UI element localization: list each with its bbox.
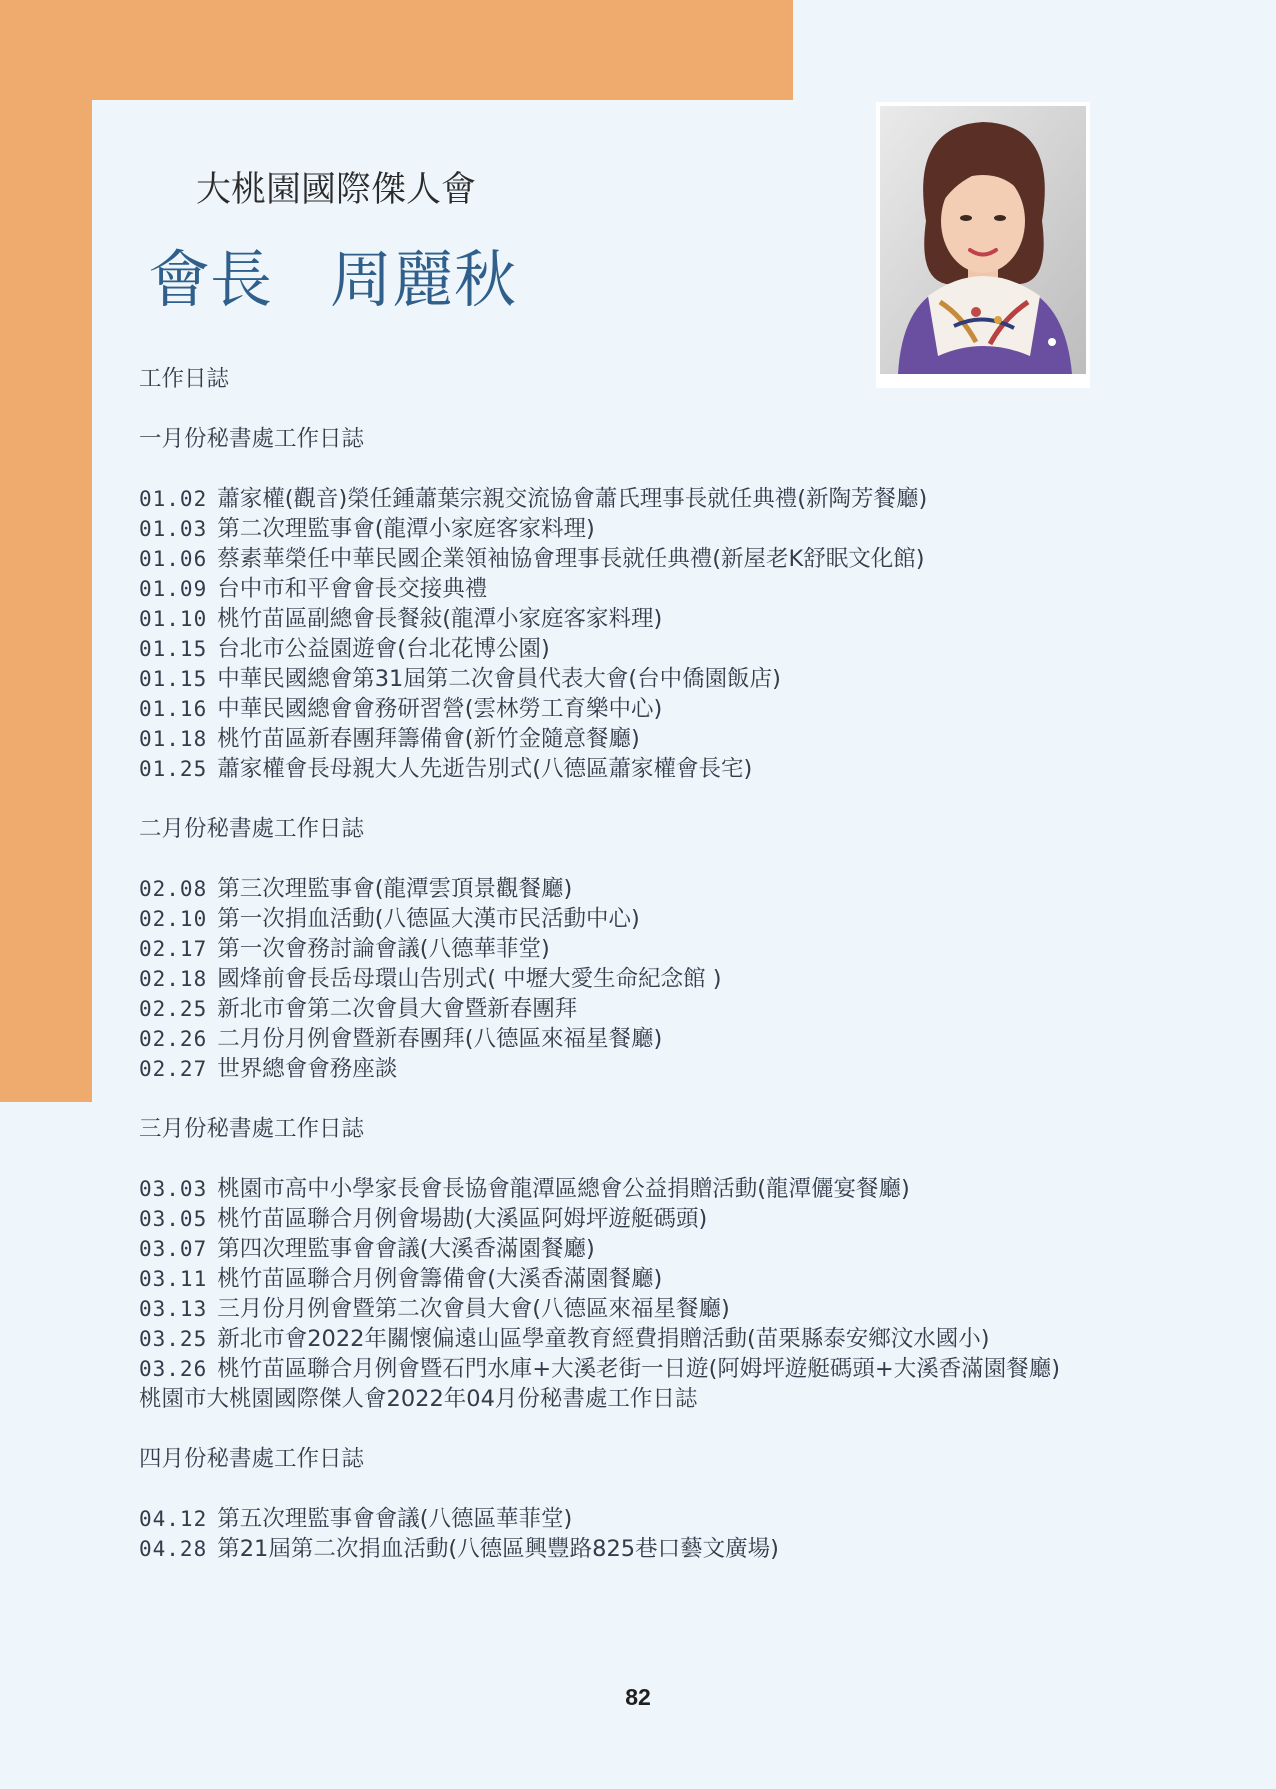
entry-text: 第21屆第二次捐血活動(八德區興豐路825巷口藝文廣場) — [217, 1536, 779, 1562]
list-item — [139, 514, 1239, 544]
entry-text: 第四次理監事會會議(大溪香滿園餐廳) — [217, 1236, 595, 1262]
entry-text: 桃竹苗區聯合月例會籌備會(大溪香滿園餐廳) — [217, 1266, 663, 1292]
list-item — [139, 1024, 1239, 1054]
entry-date: 01.15 — [139, 667, 208, 691]
list-item — [139, 1324, 1239, 1354]
entry-date: 01.03 — [139, 517, 208, 541]
entry-date: 02.26 — [139, 1027, 208, 1051]
entry-text: 蕭家權會長母親大人先逝告別式(八德區蕭家權會長宅) — [217, 756, 753, 782]
entry-date: 01.15 — [139, 637, 208, 661]
photo-frame — [876, 102, 1090, 388]
entry-date: 02.17 — [139, 937, 208, 961]
list-item — [139, 1264, 1239, 1294]
entry-date: 01.18 — [139, 727, 208, 751]
list-item — [139, 1174, 1239, 1204]
title-label: 會長 — [148, 243, 273, 316]
organization-name: 大桃園國際傑人會 — [196, 170, 477, 210]
list-item — [139, 1234, 1239, 1264]
list-item — [139, 664, 1239, 694]
entry-text: 蕭家權(觀音)榮任鍾蕭葉宗親交流協會蕭氏理事長就任典禮(新陶芳餐廳) — [217, 486, 928, 512]
entry-date: 02.10 — [139, 907, 208, 931]
entry-text: 蔡素華榮任中華民國企業領袖協會理事長就任典禮(新屋老K舒眠文化館) — [217, 546, 925, 572]
list-item — [139, 1204, 1239, 1234]
entry-date: 02.08 — [139, 877, 208, 901]
list-item — [139, 724, 1239, 754]
entry-date: 01.06 — [139, 547, 208, 571]
entry-date: 03.07 — [139, 1237, 208, 1261]
entry-text: 中華民國總會會務研習營(雲林勞工育樂中心) — [217, 696, 663, 722]
list-item — [139, 1294, 1239, 1324]
entry-text: 新北市會第二次會員大會暨新春團拜 — [217, 996, 578, 1022]
entry-text: 三月份月例會暨第二次會員大會(八德區來福星餐廳) — [217, 1296, 730, 1322]
section-title-april: 四月份秘書處工作日誌 — [139, 1446, 365, 1472]
accent-band-top — [0, 0, 793, 100]
entry-text: 桃園市高中小學家長會長協會龍潭區總會公益捐贈活動(龍潭儷宴餐廳) — [217, 1176, 910, 1202]
entry-date: 03.13 — [139, 1297, 208, 1321]
list-item — [139, 754, 1239, 784]
president-name: 周麗秋 — [330, 243, 517, 316]
entry-text: 二月份月例會暨新春團拜(八德區來福星餐廳) — [217, 1026, 663, 1052]
entry-date: 01.16 — [139, 697, 208, 721]
entry-text: 桃竹苗區副總會長餐敍(龍潭小家庭客家料理) — [217, 606, 663, 632]
entry-text: 第一次捐血活動(八德區大漢市民活動中心) — [217, 906, 640, 932]
list-item — [139, 484, 1239, 514]
list-item — [139, 994, 1239, 1024]
entry-date: 04.28 — [139, 1537, 208, 1561]
list-item — [139, 1534, 1239, 1564]
entry-date: 01.25 — [139, 757, 208, 781]
work-log — [139, 364, 1239, 1564]
portrait-photo-icon — [880, 106, 1086, 374]
list-item — [139, 904, 1239, 934]
entry-text: 中華民國總會第31屆第二次會員代表大會(台中僑園飯店) — [217, 666, 781, 692]
page-number: 82 — [625, 1684, 651, 1710]
entry-date: 03.11 — [139, 1267, 208, 1291]
entry-date: 03.05 — [139, 1207, 208, 1231]
entry-date: 01.10 — [139, 607, 208, 631]
list-item — [139, 1354, 1239, 1384]
entry-text: 第三次理監事會(龍潭雲頂景觀餐廳) — [217, 876, 573, 902]
entry-text: 世界總會會務座談 — [217, 1056, 398, 1082]
entry-text: 桃竹苗區新春團拜籌備會(新竹金隨意餐廳) — [217, 726, 640, 752]
entry-text: 第一次會務討論會議(八德華菲堂) — [217, 936, 550, 962]
list-item — [139, 1054, 1239, 1084]
entry-date: 03.25 — [139, 1327, 208, 1351]
log-heading: 工作日誌 — [139, 366, 230, 392]
section-title-february: 二月份秘書處工作日誌 — [139, 816, 365, 842]
list-item — [139, 634, 1239, 664]
list-item — [139, 604, 1239, 634]
entry-date: 01.09 — [139, 577, 208, 601]
entry-text: 桃竹苗區聯合月例會場勘(大溪區阿姆坪遊艇碼頭) — [217, 1206, 708, 1232]
section-title-march: 三月份秘書處工作日誌 — [139, 1116, 365, 1142]
entry-date: 02.25 — [139, 997, 208, 1021]
entry-text: 第二次理監事會(龍潭小家庭客家料理) — [217, 516, 595, 542]
list-item — [139, 694, 1239, 724]
entry-text: 台中市和平會會長交接典禮 — [217, 576, 488, 602]
entry-date: 04.12 — [139, 1507, 208, 1531]
entry-date: 03.03 — [139, 1177, 208, 1201]
entry-date: 02.27 — [139, 1057, 208, 1081]
entry-date: 03.26 — [139, 1357, 208, 1381]
list-item — [139, 964, 1239, 994]
accent-band-side — [0, 0, 92, 1102]
entry-date: 02.18 — [139, 967, 208, 991]
entry-text: 國烽前會長岳母環山告別式( 中壢大愛生命紀念館 ) — [217, 966, 722, 992]
president-title — [148, 242, 516, 318]
list-item — [139, 874, 1239, 904]
section-title-january: 一月份秘書處工作日誌 — [139, 426, 365, 452]
list-item — [139, 544, 1239, 574]
list-item — [139, 574, 1239, 604]
list-item — [139, 1504, 1239, 1534]
entry-text: 台北市公益園遊會(台北花博公園) — [217, 636, 550, 662]
list-item — [139, 934, 1239, 964]
section-trailer: 桃園市大桃園國際傑人會2022年04月份秘書處工作日誌 — [139, 1386, 698, 1412]
entry-text: 第五次理監事會會議(八德區華菲堂) — [217, 1506, 573, 1532]
entry-text: 桃竹苗區聯合月例會暨石門水庫+大溪老街一日遊(阿姆坪遊艇碼頭+大溪香滿園餐廳) — [217, 1356, 1060, 1382]
entry-date: 01.02 — [139, 487, 208, 511]
entry-text: 新北市會2022年關懷偏遠山區學童教育經費捐贈活動(苗栗縣泰安鄉汶水國小) — [217, 1326, 990, 1352]
